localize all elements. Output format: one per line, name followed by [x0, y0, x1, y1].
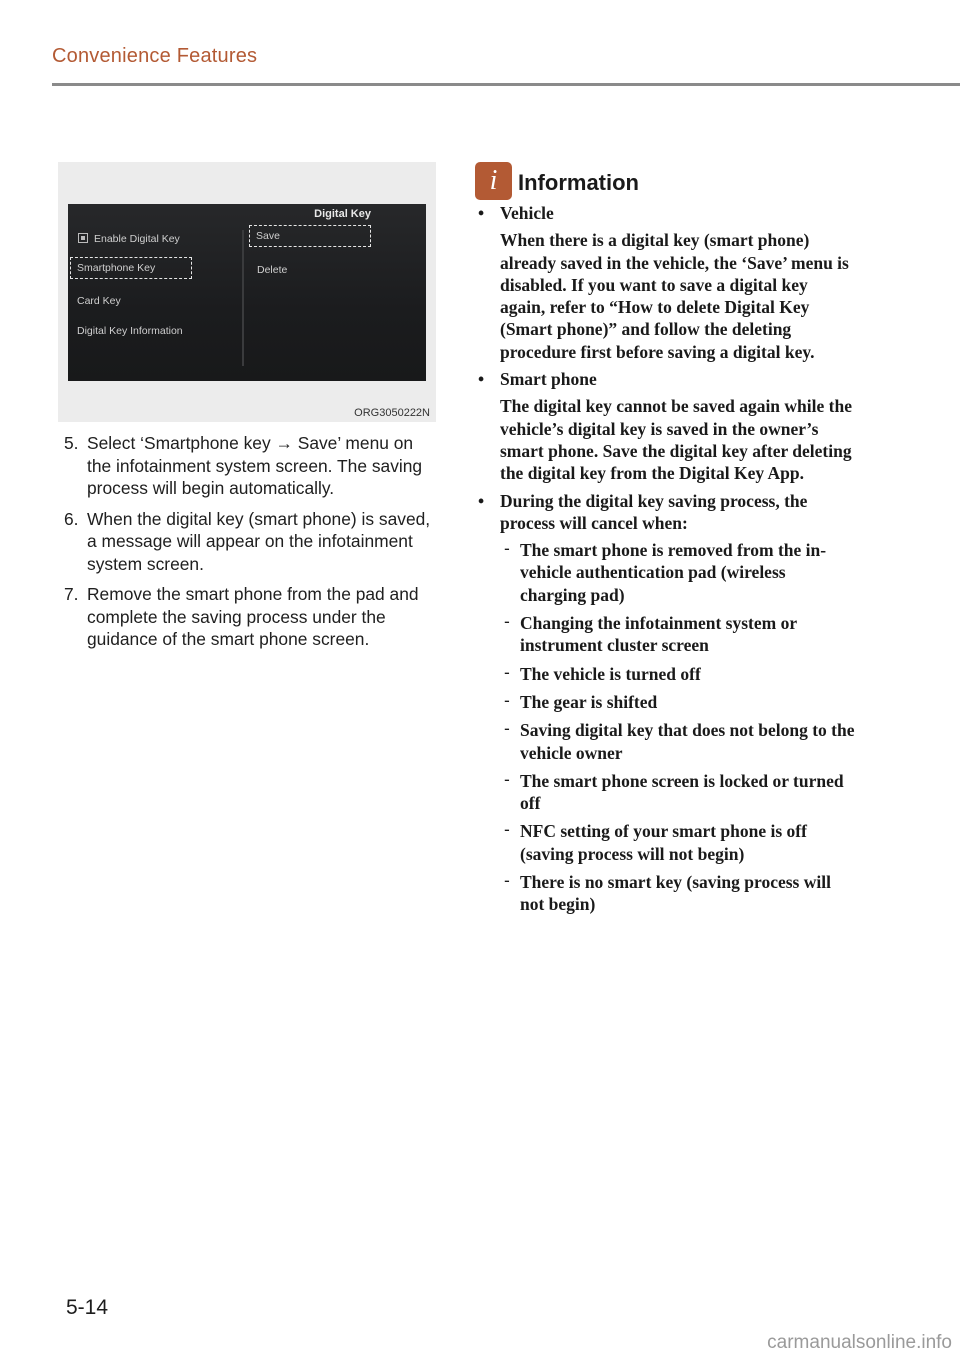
- infotainment-screen: [68, 204, 426, 381]
- checkbox-icon: [78, 233, 88, 243]
- delete-item: Delete: [257, 264, 288, 276]
- bullet-icon: •: [478, 369, 485, 390]
- dash-icon: -: [504, 718, 510, 739]
- bullet-icon: •: [478, 490, 485, 511]
- step-item: [64, 508, 436, 576]
- bullet-text: The digital key cannot be saved again while the vehicle’s digital key is saved in the owner’s smart phone. Save the digital key after deleting the digital key from the Digital Key App.: [500, 396, 852, 484]
- save-item: Save: [249, 225, 371, 247]
- screen-title: Digital Key: [314, 208, 371, 220]
- dash-icon: -: [504, 689, 510, 710]
- bullet-label: Smart phone: [500, 369, 597, 390]
- step-item: [64, 432, 436, 500]
- step-text: Remove the smart phone from the pad and complete the saving process under the guidance of the smart phone screen.: [87, 584, 419, 649]
- step-text: Select ‘Smartphone key → Save’ menu on the infotainment system screen. The saving process will begin automatically.: [87, 433, 423, 498]
- digital-key-information-item: Digital Key Information: [77, 325, 183, 337]
- step-number: 7.: [64, 584, 79, 604]
- dash-icon: -: [504, 661, 510, 682]
- cancel-condition-item: - There is no smart key (saving process will not begin): [504, 870, 831, 915]
- info-bullet: [476, 490, 856, 916]
- cancel-condition-item: - Changing the infotainment system or instrument cluster screen: [504, 611, 797, 656]
- step-text: When the digital key (smart phone) is saved, a message will appear on the infotainment system screen.: [87, 508, 431, 574]
- cancel-conditions-list: [500, 539, 856, 915]
- step-number: 6.: [64, 508, 79, 529]
- step-number: 5.: [64, 433, 79, 453]
- information-title: Information: [518, 170, 639, 195]
- information-icon: i: [475, 162, 512, 200]
- bullet-label: During the digital key saving process, the process will cancel when:: [500, 490, 808, 533]
- figure-code: ORG3050222N: [354, 407, 430, 419]
- cancel-condition-item: - Saving digital key that does not belong to the vehicle owner: [504, 718, 855, 763]
- menu-divider: [242, 230, 244, 366]
- page-number: 5-14: [66, 1296, 109, 1319]
- cancel-condition-item: - The smart phone is removed from the in-vehicle authentication pad (wireless charging pad): [504, 538, 827, 605]
- card-key-item: Card Key: [77, 295, 121, 307]
- cancel-condition-item: - The vehicle is turned off: [504, 661, 701, 684]
- info-bullet: [476, 368, 856, 484]
- section-title: Convenience Features: [52, 45, 258, 67]
- cancel-condition-item: - NFC setting of your smart phone is off (saving process will not begin): [504, 819, 807, 864]
- procedure-steps: [64, 432, 436, 659]
- dash-icon: -: [504, 819, 510, 840]
- dash-icon: -: [504, 538, 510, 559]
- screenshot-figure: [58, 162, 436, 422]
- dash-icon: -: [504, 768, 510, 789]
- cancel-condition-item: - The smart phone screen is locked or turned off: [504, 768, 844, 814]
- dash-icon: -: [504, 611, 510, 632]
- information-box: [476, 202, 856, 922]
- smartphone-key-item: Smartphone Key: [70, 257, 192, 279]
- watermark: carmanualsonline.info: [767, 1332, 952, 1353]
- cancel-condition-item: - The gear is shifted: [504, 689, 658, 712]
- enable-digital-key-item: Enable Digital Key: [78, 233, 180, 245]
- info-bullet: [476, 202, 856, 363]
- bullet-icon: •: [478, 203, 485, 223]
- header-divider: [52, 83, 960, 86]
- dash-icon: -: [504, 870, 510, 891]
- bullet-text: When there is a digital key (smart phone) already saved in the vehicle, the ‘Save’ menu is disabled. If you want to save a digital key again, refer to “How to delete Digital Key (Smart phone)” and follow the deleting procedure first before saving a digital key.: [500, 230, 849, 362]
- bullet-label: Vehicle: [500, 203, 554, 223]
- step-item: [64, 583, 436, 651]
